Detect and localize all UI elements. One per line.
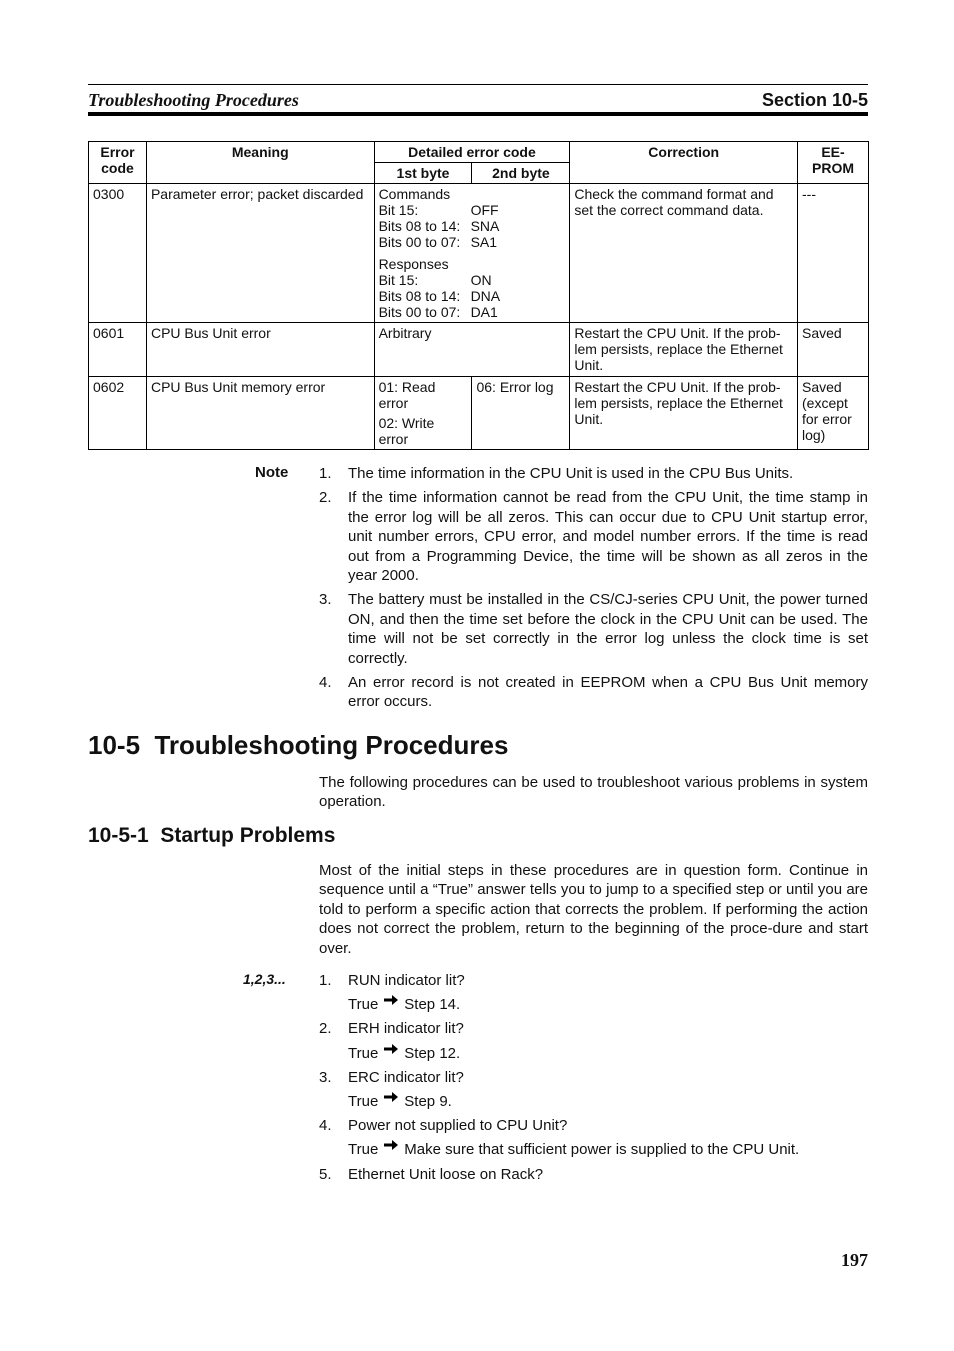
step-number: 3. [319, 1068, 332, 1086]
page-number: 197 [841, 1250, 868, 1270]
detail-value: DA1 [470, 304, 498, 320]
byte1-write: 02: Write error [378, 415, 435, 447]
detail-key: Bits 00 to 07: [378, 234, 461, 250]
cell-meaning: Parameter error; packet discarded [146, 184, 374, 323]
col-header-2nd-byte: 2nd byte [472, 163, 570, 184]
table-row [89, 323, 869, 377]
cell-eeprom: --- [798, 184, 869, 323]
subsection-heading: 10-5-1 Startup Problems [88, 824, 336, 847]
note-number: 1. [319, 465, 332, 482]
table-row [89, 184, 869, 323]
note-number: 3. [319, 591, 332, 609]
list-item [319, 488, 868, 585]
col-header-detailed: Detailed error code [374, 142, 570, 163]
step-action: Step 9. [404, 1092, 452, 1110]
cell-correction: Restart the CPU Unit. If the prob-lem persists, replace the Ethernet Unit. [570, 377, 798, 450]
note-text: The time information in the CPU Unit is used in the CPU Bus Units. [348, 465, 794, 482]
detail-value: DNA [470, 288, 501, 304]
col-header-error-code: Error code [89, 142, 147, 184]
cell-1st-byte [374, 377, 472, 450]
detail-value: ON [470, 272, 492, 288]
section-heading: 10-5 Troubleshooting Procedures [88, 730, 509, 760]
detail-value: SNA [470, 218, 500, 234]
detail-key: Bit 15: [378, 272, 419, 288]
running-header-section: Section 10-5 [761, 90, 868, 110]
true-label: True [348, 1044, 379, 1062]
cell-meaning: CPU Bus Unit error [146, 323, 374, 377]
steps-list [319, 971, 879, 1189]
list-item [319, 590, 868, 668]
step-true-row [319, 1044, 879, 1068]
step-action: Make sure that sufficient power is supplied to the CPU Unit. [404, 1141, 800, 1159]
list-item [319, 1165, 879, 1189]
cell-code: 0300 [89, 184, 147, 323]
cell-correction: Check the command format and set the correct command data. [570, 184, 798, 323]
detail-key: Bit 15: [378, 202, 419, 218]
step-question: ERC indicator lit? [348, 1068, 464, 1086]
cell-code: 0601 [89, 323, 147, 377]
note-text: An error record is not created in EEPROM when a CPU Bus Unit memory error occurs. [348, 674, 868, 711]
cell-eeprom: Saved [798, 323, 869, 377]
list-item [319, 673, 868, 712]
list-item [319, 971, 879, 995]
true-label: True [348, 996, 379, 1014]
detail-key: Bits 08 to 14: [378, 218, 461, 234]
cell-code: 0602 [89, 377, 147, 450]
arrow-right-icon [384, 1044, 398, 1054]
step-number: 4. [319, 1117, 332, 1135]
steps-label: 1,2,3... [243, 971, 286, 987]
subsection-intro: Most of the initial steps in these procedures are in question form. Continue in sequence until a “True” answer tells you to jump to a specified step or until you are told to perform a specific action that corrects the problem. If performing the action does not correct the problem, return to the beginning of the proce-dure and start over. [319, 862, 868, 957]
step-true-row [319, 995, 879, 1019]
step-number: 1. [319, 972, 332, 989]
detail-value: OFF [470, 202, 499, 218]
step-action: Step 12. [404, 1044, 461, 1062]
cell-meaning: CPU Bus Unit memory error [146, 377, 374, 450]
list-item [319, 1068, 879, 1092]
step-question: ERH indicator lit? [348, 1020, 464, 1038]
note-text: If the time information cannot be read from the CPU Unit, the time stamp in the error log will be all zeros. This can occur due to CPU Unit startup error, unit number errors, CPU error, and model number errors. If the time is read out from a Programming Device, the time will be shown as all zeros in the year 2000. [348, 489, 868, 585]
table-row [89, 377, 869, 450]
step-true-row [319, 1140, 879, 1164]
error-code-table [88, 141, 869, 450]
true-label: True [348, 1141, 379, 1159]
col-header-eeprom: EE-PROM [798, 142, 869, 184]
arrow-right-icon [384, 1140, 398, 1150]
note-text: The battery must be installed in the CS/CJ-series CPU Unit, the power turned ON, and then the time set before the clock in the CPU Unit can be used. The time will not be set correctly in the error log unless the clock time is set correctly. [348, 591, 868, 667]
cell-detail: Arbitrary [374, 323, 570, 377]
header-rule-bottom [88, 112, 868, 116]
list-item [319, 464, 868, 483]
step-action: Step 14. [404, 996, 461, 1014]
note-number: 2. [319, 489, 332, 507]
arrow-right-icon [384, 995, 398, 1005]
note-number: 4. [319, 674, 332, 692]
detail-responses-title: Responses [378, 256, 449, 272]
step-number: 2. [319, 1020, 332, 1038]
step-question: Power not supplied to CPU Unit? [348, 1117, 568, 1135]
step-true-row [319, 1092, 879, 1116]
detail-value: SA1 [470, 234, 498, 250]
col-header-1st-byte: 1st byte [374, 163, 472, 184]
detail-commands-title: Commands [378, 186, 451, 202]
running-header-title: Troubleshooting Procedures [88, 90, 299, 110]
notes-list [319, 464, 868, 717]
section-intro: The following procedures can be used to troubleshoot various problems in system operation. [319, 774, 868, 811]
col-header-meaning: Meaning [146, 142, 374, 184]
header-rule-top [88, 84, 868, 85]
cell-detail [374, 184, 570, 323]
cell-eeprom: Saved (except for error log) [798, 377, 869, 450]
detail-key: Bits 00 to 07: [378, 304, 461, 320]
true-label: True [348, 1092, 379, 1110]
step-question: Ethernet Unit loose on Rack? [348, 1165, 544, 1183]
byte1-read: 01: Read error [378, 379, 436, 411]
arrow-right-icon [384, 1092, 398, 1102]
cell-2nd-byte: 06: Error log [472, 377, 570, 450]
col-header-correction: Correction [570, 142, 798, 184]
list-item [319, 1116, 879, 1140]
list-item [319, 1019, 879, 1043]
cell-correction: Restart the CPU Unit. If the prob-lem persists, replace the Ethernet Unit. [570, 323, 798, 377]
step-question: RUN indicator lit? [348, 972, 465, 989]
note-label: Note [255, 464, 289, 481]
step-number: 5. [319, 1165, 332, 1183]
detail-key: Bits 08 to 14: [378, 288, 461, 304]
